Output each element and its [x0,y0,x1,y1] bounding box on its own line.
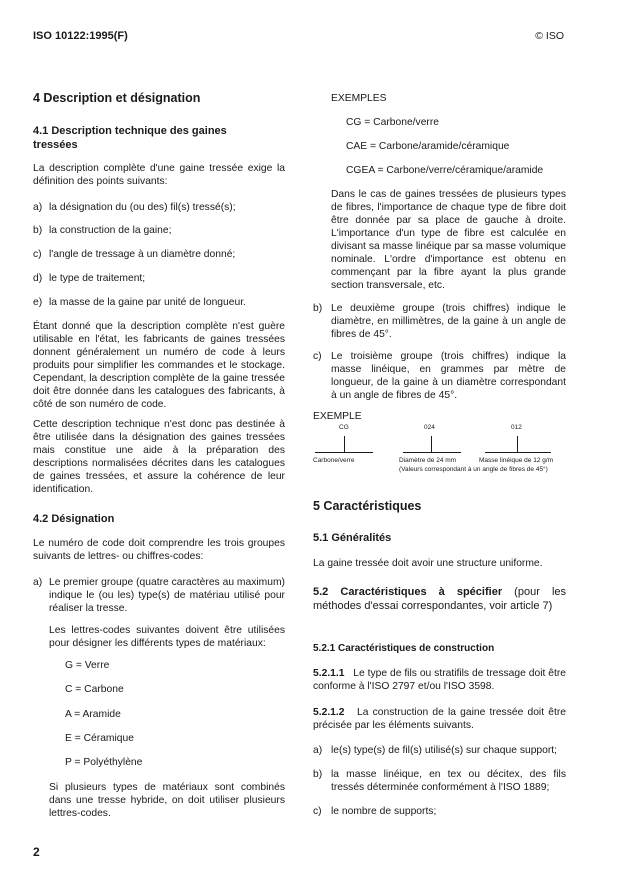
copyright-mark: © ISO [535,30,564,42]
section-5-2-heading-bold: 5.2 Caractéristiques à spécifier [313,586,503,598]
list-marker: b) [313,769,323,780]
section-5-2-heading [313,585,566,613]
section-5-1-heading: 5.1 Généralités [313,532,392,544]
section-5-heading: 5 Caractéristiques [313,499,422,513]
hybrid-note: Si plusieurs types de matériaux sont combinés dans une tresse hybride, on doit utiliser plusieurs lettres-codes. [49,782,285,819]
material-code: A = Aramide [65,709,121,720]
examples-label: EXEMPLES [331,93,387,104]
clause-text: Le type de fils ou stratifils de tressage doit être conforme à l'ISO 2797 et/ou l'ISO 3598. [313,668,566,692]
diagram-code: CG [339,424,349,431]
list-text: Le premier groupe (quatre caractères au maximum) indique le (ou les) type(s) de matériau utilisé pour réaliser la tresse. [49,577,285,614]
list-text: la masse de la gaine par unité de longueur. [49,297,246,308]
section-4-2-intro: Le numéro de code doit comprendre les trois groupes suivants de lettres- ou chiffres-codes: [33,538,285,562]
list-marker: b) [33,225,43,236]
list-item [313,768,566,796]
section-4-heading: 4 Description et désignation [33,91,201,105]
list-text: Le deuxième groupe (trois chiffres) indique le diamètre, en millimètres, de la gaine à un angle de fibres de 45°. [331,303,566,340]
materials-intro: Les lettres-codes suivantes doivent être utilisées pour désigner les différents types de matériaux: [49,625,285,649]
diagram-tick [431,436,432,452]
standard-number: ISO 10122:1995(F) [33,30,128,42]
diagram-code: 012 [511,424,522,431]
list-marker: e) [33,297,43,308]
list-marker: a) [33,202,43,213]
diagram-line [403,452,461,453]
section-4-1-intro: La description complète d'une gaine tressée exige la définition des points suivants: [33,163,285,187]
section-5-2-1-1 [313,667,566,693]
list-marker: b) [313,303,323,314]
material-code: P = Polyéthylène [65,757,143,768]
list-item [313,302,566,342]
example-code: CGEA = Carbone/verre/céramique/aramide [346,165,544,176]
list-item [33,576,285,616]
list-text: le type de traitement; [49,273,146,284]
diagram-code: 024 [424,424,435,431]
clause-text: La construction de la gaine tressée doit être précisée par les éléments suivants. [313,707,566,731]
list-marker: c) [313,351,322,362]
section-5-1-text: La gaine tressée doit avoir une structure uniforme. [313,558,543,569]
material-code: G = Verre [65,660,110,671]
clause-number: 5.2.1.2 [313,707,345,718]
section-4-1-paragraph-3: Cette description technique n'est donc pas destinée à être utilisée dans la désignation des gaines tressées mais constitue une aide à la préparation des descriptions normalisées décrites dans les catalogues de gaines tressées, et assure la cohérence de leur identification. [33,419,285,495]
list-text: le(s) type(s) de fil(s) utilisé(s) sur chaque support; [331,745,558,756]
section-5-2-1-heading: 5.2.1 Caractéristiques de construction [313,643,495,654]
list-text: Le troisième groupe (trois chiffres) indique la masse linéique, en grammes par mètre de longueur, de la gaine à un diamètre correspondant à un angle de fibres de 45°. [331,351,566,401]
diagram-label: Diamètre de 24 mm [399,457,457,464]
material-code: C = Carbone [65,684,124,695]
list-marker: a) [313,745,323,756]
diagram-line [485,452,551,453]
diagram-tick [517,436,518,452]
diagram-tick [344,436,345,452]
list-text: la masse linéique, en tex ou décitex, des fils tressés déterminée conformément à l'ISO 1889; [331,769,566,793]
section-5-2-heading-rest: (pour les méthodes d'essai correspondantes, voir article 7) [313,586,567,612]
list-marker: c) [33,249,42,260]
list-marker: d) [33,273,43,284]
section-4-1-heading: 4.1 Description technique des gaines tressées [33,125,227,151]
list-text: l'angle de tressage à un diamètre donné; [49,249,236,260]
example-code: CG = Carbone/verre [346,117,439,128]
diagram-label: Carbone/verre [313,457,355,464]
example-label: EXEMPLE [313,411,362,422]
list-text: le nombre de supports; [331,806,437,817]
diagram-line [315,452,373,453]
list-text: la désignation du (ou des) fil(s) tressé(s); [49,202,236,213]
example-code: CAE = Carbone/aramide/céramique [346,141,510,152]
list-marker: c) [313,806,322,817]
list-marker: a) [33,577,43,588]
section-4-2-heading: 4.2 Désignation [33,513,115,525]
clause-number: 5.2.1.1 [313,668,345,679]
section-5-2-1-2 [313,706,566,732]
list-item [313,350,566,402]
diagram-note: (Valeurs correspondant à un angle de fibres de 45°) [399,466,548,473]
diagram-label: Masse linéique de 12 g/m [479,457,554,464]
material-code: E = Céramique [65,733,134,744]
code-example-diagram [313,422,573,482]
list-text: la construction de la gaine; [49,225,172,236]
page-number: 2 [33,845,40,859]
examples-note: Dans le cas de gaines tressées de plusieurs types de fibres, l'importance de chaque type de fibre doit être donnée par sa place de gauche à droite. L'importance d'un type de fibre est calculée en divisant sa masse linéique par sa masse volumique nominale. L'ordre d'importance est obtenu en commençant par la fibre ayant la plus grande section transversale, etc. [331,189,566,291]
section-4-1-paragraph-2: Étant donné que la description complète n'est guère utilisable en l'état, les fabricants de gaines tressées donnent généralement un numéro de code à leurs produits pour simplifier les commandes et le stockage. Cependant, la description complète de la gaine tressée doit être donnée dans les catalogues des fabricants, à côté de son numéro de code. [33,321,285,410]
